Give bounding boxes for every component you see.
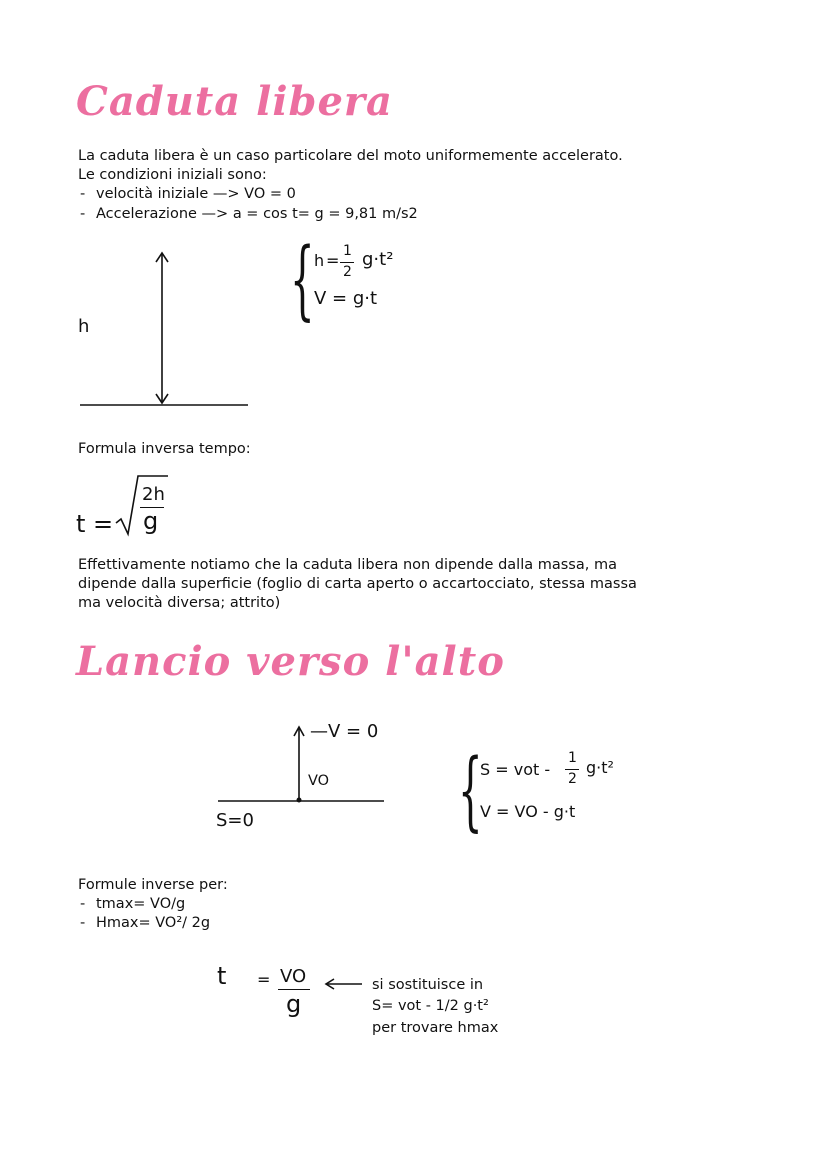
height-label: h (78, 316, 90, 337)
bullet-tmax: tmax= VO/g (96, 896, 186, 912)
bullet-hmax: Hmax= VO²/ 2g (96, 915, 211, 931)
eq-space-rhs: g·t² (586, 758, 614, 777)
tmax-lhs: t (217, 962, 227, 990)
system-brace: { (290, 230, 315, 330)
inverse-formula-title: Formula inversa tempo: (78, 441, 251, 457)
bullet-dash: - (80, 896, 86, 912)
label-v-zero: —V = 0 (310, 721, 379, 742)
eq-height-rhs: g·t² (362, 249, 394, 270)
section-title-lancio-verso-alto: Lancio verso l'alto (76, 638, 505, 685)
eq-height-den: 2 (343, 264, 352, 280)
bullet-dash: - (80, 206, 86, 222)
note-line-3: ma velocità diversa; attrito) (78, 595, 281, 611)
time-lhs: t = (76, 510, 114, 538)
sqrt-den: g (143, 507, 159, 535)
system-brace: { (458, 741, 483, 841)
tmax-num: VO (280, 966, 307, 987)
eq-space-num: 1 (568, 750, 577, 766)
substitution-note-1: si sostituisce in (372, 977, 484, 993)
eq-velocity: V = g·t (314, 288, 378, 309)
intro-line-1: La caduta libera è un caso particolare del moto uniformemente accelerato. (78, 148, 623, 164)
label-vo: VO (308, 773, 330, 789)
tmax-equals: = (257, 970, 271, 989)
label-s-zero: S=0 (216, 810, 254, 831)
sqrt-num: 2h (142, 484, 165, 505)
eq-space-lhs: S = vot - (480, 760, 551, 779)
note-line-2: dipende dalla superficie (foglio di carta aperto o accartocciato, stessa massa (78, 576, 637, 592)
substitution-note-2: S= vot - 1/2 g·t² (372, 998, 489, 1014)
intro-line-2: Le condizioni iniziali sono: (78, 167, 267, 183)
eq-height-equals: = (326, 251, 340, 270)
bullet-dash: - (80, 915, 86, 931)
bullet-dash: - (80, 186, 86, 202)
note-line-1: Effettivamente notiamo che la caduta libera non dipende dalla massa, ma (78, 557, 617, 573)
tmax-den: g (286, 990, 302, 1018)
bullet-initial-velocity: velocità iniziale —> VO = 0 (96, 186, 296, 202)
section-title-caduta-libera: Caduta libera (76, 78, 393, 125)
inverse-formulas-title: Formule inverse per: (78, 877, 228, 893)
bullet-acceleration: Accelerazione —> a = cos t= g = 9,81 m/s2 (96, 206, 418, 222)
eq-velocity-throw: V = VO - g·t (480, 802, 576, 821)
eq-space-den: 2 (568, 771, 577, 787)
eq-height-lhs: h (314, 251, 325, 270)
eq-height-num: 1 (343, 243, 352, 259)
substitution-note-3: per trovare hmax (372, 1020, 499, 1036)
